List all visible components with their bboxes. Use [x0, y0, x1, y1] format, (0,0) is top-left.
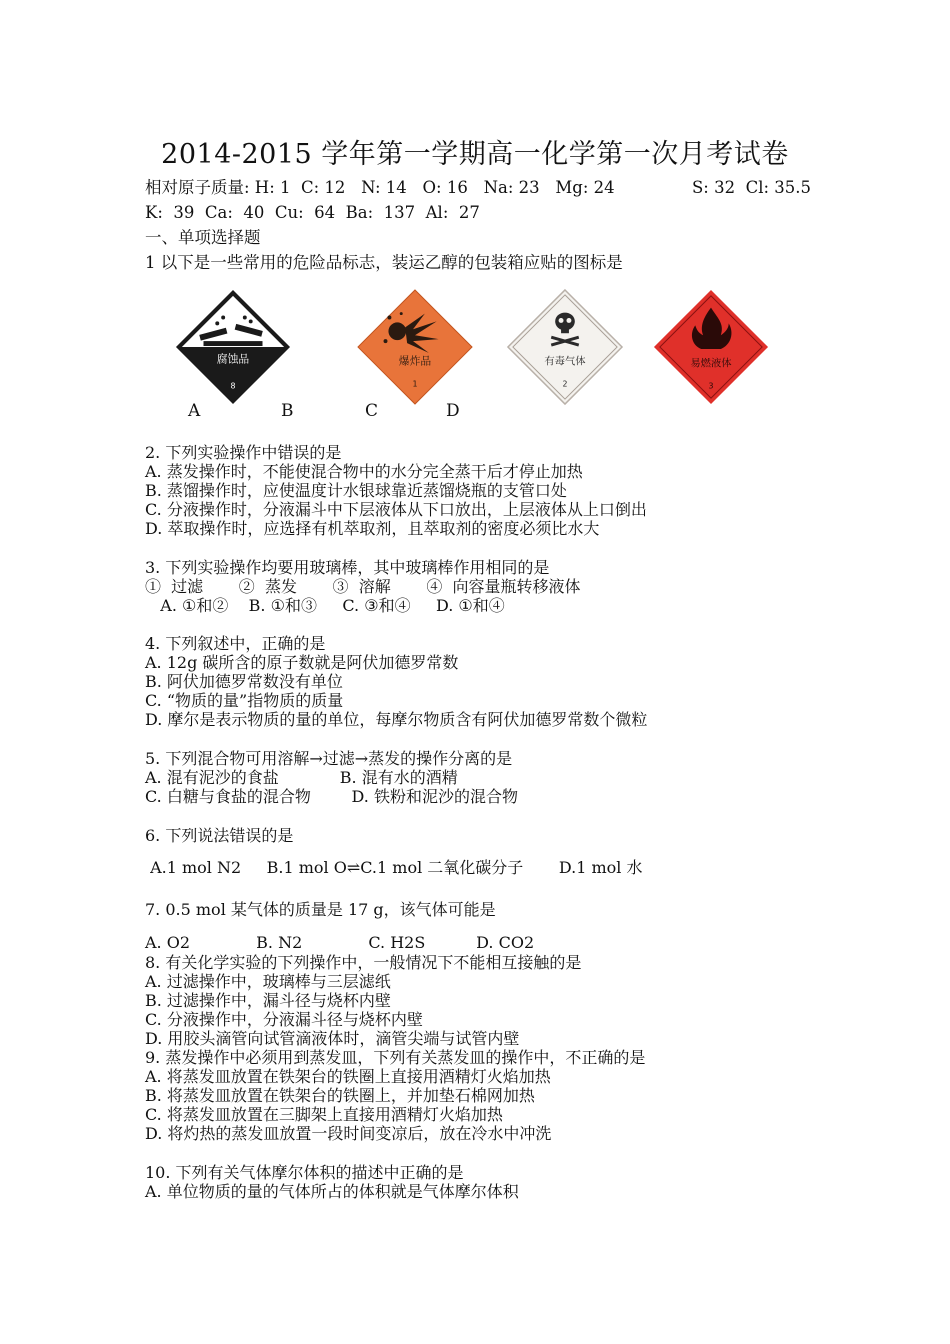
q2-option-b: B. 蒸馏操作时，应使温度计水银球靠近蒸馏烧瓶的支管口处 [145, 481, 567, 500]
sign-c-text: 有毒气体 [544, 355, 586, 368]
q9-option-a: A. 将蒸发皿放置在铁架台的铁圈上直接用酒精灯火焰加热 [145, 1067, 551, 1086]
section-heading: 一、单项选择题 [145, 228, 261, 247]
q2-option-d: D. 萃取操作时，应选择有机萃取剂，且萃取剂的密度必须比水大 [145, 519, 600, 538]
sign-c-num: 2 [562, 379, 568, 389]
q8-stem: 8. 有关化学实验的下列操作中，一般情况下不能相互接触的是 [145, 953, 582, 972]
flammable-liquid-sign [652, 288, 770, 406]
sign-a-text: 腐蚀品 [216, 352, 250, 366]
q4-option-d: D. 摩尔是表示物质的量的单位，每摩尔物质含有阿伏加德罗常数个微粒 [145, 710, 648, 729]
q9-option-c: C. 将蒸发皿放置在三脚架上直接用酒精灯火焰加热 [145, 1105, 503, 1124]
q8-option-a: A. 过滤操作中，玻璃棒与三层滤纸 [145, 972, 391, 991]
q1-stem: 1 以下是一些常用的危险品标志，装运乙醇的包装箱应贴的图标是 [145, 253, 623, 272]
q9-option-b: B. 将蒸发皿放置在铁架台的铁圈上，并加垫石棉网加热 [145, 1086, 535, 1105]
q3-items: ① 过滤 ② 蒸发 ③ 溶解 ④ 向容量瓶转移液体 [145, 577, 581, 596]
sign-b-num: 1 [412, 379, 418, 389]
q8-option-c: C. 分液操作中，分液漏斗径与烧杯内壁 [145, 1010, 423, 1029]
option-label-d: D [446, 401, 460, 421]
option-label-b: B [281, 401, 294, 421]
q3-stem: 3. 下列实验操作均要用玻璃棒，其中玻璃棒作用相同的是 [145, 558, 550, 577]
toxic-gas-sign [506, 288, 624, 406]
q3-options: A. ①和② B. ①和③ C. ③和④ D. ①和④ [145, 596, 505, 615]
q5-options-row1: A. 混有泥沙的食盐 B. 混有水的酒精 [145, 768, 458, 787]
q4-option-a: A. 12g 碳所含的原子数就是阿伏加德罗常数 [145, 653, 459, 672]
q2-option-c: C. 分液操作时，分液漏斗中下层液体从下口放出，上层液体从上口倒出 [145, 500, 647, 519]
sign-b-text: 爆炸品 [398, 354, 432, 368]
q5-stem: 5. 下列混合物可用溶解→过滤→蒸发的操作分离的是 [145, 749, 513, 768]
q6-options: A.1 mol N2 B.1 mol O⇌C.1 mol 二氧化碳分子 D.1 mol 水 [145, 858, 643, 877]
sign-d-num: 3 [708, 381, 714, 391]
q10-stem: 10. 下列有关气体摩尔体积的描述中正确的是 [145, 1163, 464, 1182]
explosive-sign [356, 288, 474, 406]
q10-option-a: A. 单位物质的量的气体所占的体积就是气体摩尔体积 [145, 1182, 519, 1201]
q4-option-b: B. 阿伏加德罗常数没有单位 [145, 672, 343, 691]
atomic-mass-line2: K: 39 Ca: 40 Cu: 64 Ba: 137 Al: 27 [145, 203, 480, 222]
q6-stem: 6. 下列说法错误的是 [145, 826, 294, 845]
option-label-a: A [188, 401, 201, 421]
sign-a-num: 8 [230, 381, 236, 391]
q7-stem: 7. 0.5 mol 某气体的质量是 17 g，该气体可能是 [145, 900, 496, 919]
q2-option-a: A. 蒸发操作时，不能使混合物中的水分完全蒸干后才停止加热 [145, 462, 583, 481]
atomic-mass-line1-right: S: 32 Cl: 35.5 [692, 178, 812, 197]
q7-options: A. O2 B. N2 C. H2S D. CO2 [145, 933, 535, 952]
sign-d-text: 易燃液体 [690, 357, 732, 370]
corrosive-sign [174, 288, 292, 406]
option-label-c: C [365, 401, 379, 421]
q9-stem: 9. 蒸发操作中必须用到蒸发皿，下列有关蒸发皿的操作中，不正确的是 [145, 1048, 646, 1067]
atomic-mass-line1: 相对原子质量: H: 1 C: 12 N: 14 O: 16 Na: 23 Mg: 24 [145, 178, 615, 197]
exam-title: 2014-2015 学年第一学期高一化学第一次月考试卷 [161, 139, 789, 170]
q8-option-b: B. 过滤操作中，漏斗径与烧杯内壁 [145, 991, 391, 1010]
q9-option-d: D. 将灼热的蒸发皿放置一段时间变凉后，放在冷水中冲洗 [145, 1124, 552, 1143]
q2-stem: 2. 下列实验操作中错误的是 [145, 443, 342, 462]
q4-option-c: C. “物质的量”指物质的质量 [145, 691, 344, 710]
q8-option-d: D. 用胶头滴管向试管滴液体时，滴管尖端与试管内壁 [145, 1029, 520, 1048]
q5-options-row2: C. 白糖与食盐的混合物 D. 铁粉和泥沙的混合物 [145, 787, 518, 806]
q4-stem: 4. 下列叙述中，正确的是 [145, 634, 326, 653]
